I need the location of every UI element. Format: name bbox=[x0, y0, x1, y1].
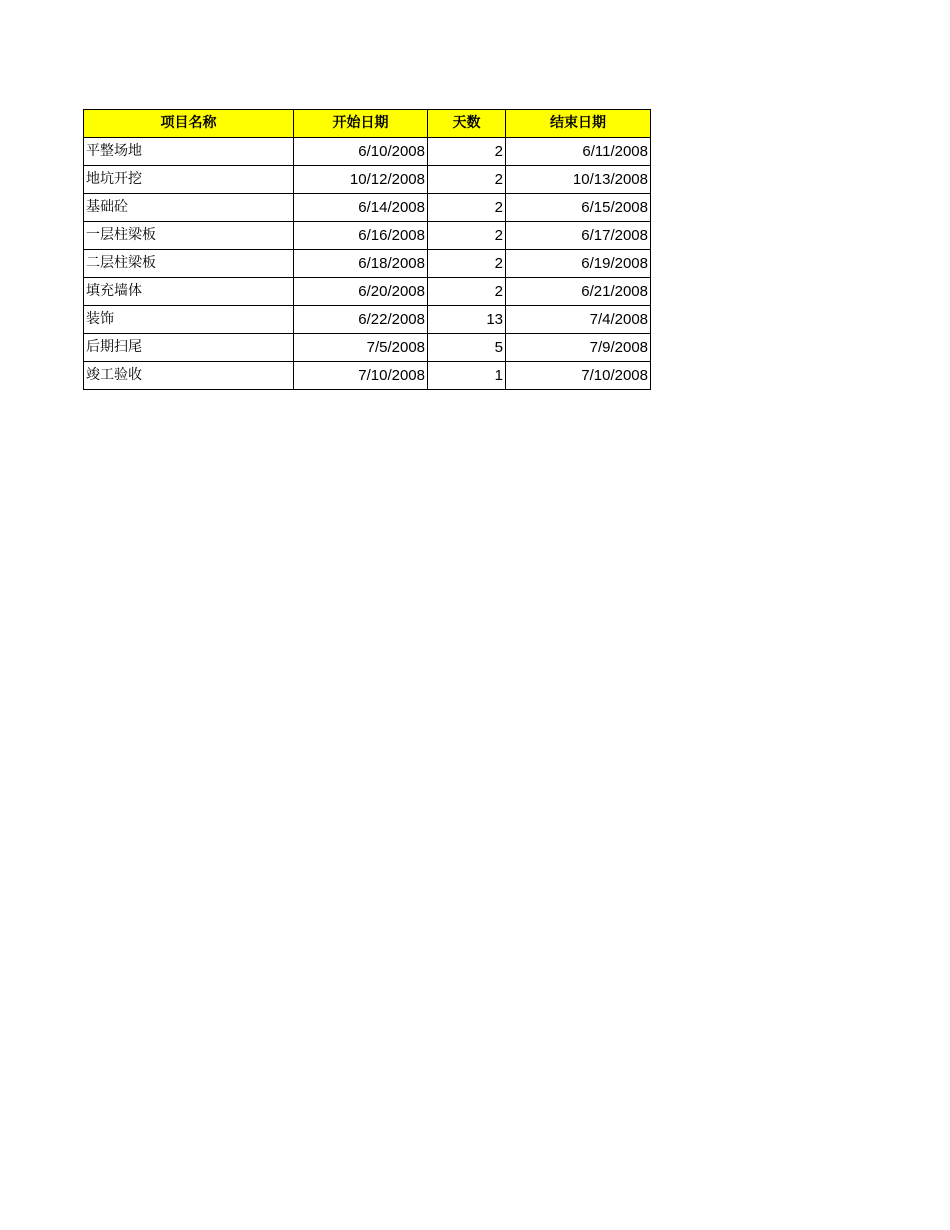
header-days[interactable]: 天数 bbox=[428, 110, 506, 138]
table-row bbox=[84, 250, 651, 278]
table-row bbox=[84, 306, 651, 334]
cell-days[interactable]: 13 bbox=[428, 306, 506, 334]
cell-start-date[interactable]: 6/10/2008 bbox=[294, 138, 428, 166]
cell-days[interactable]: 2 bbox=[428, 222, 506, 250]
cell-end-date[interactable]: 7/10/2008 bbox=[506, 362, 651, 390]
cell-days[interactable]: 5 bbox=[428, 334, 506, 362]
spreadsheet-area bbox=[83, 109, 651, 390]
header-row bbox=[84, 110, 651, 138]
cell-days[interactable]: 2 bbox=[428, 194, 506, 222]
cell-project-name[interactable]: 填充墙体 bbox=[84, 278, 294, 306]
cell-start-date[interactable]: 6/22/2008 bbox=[294, 306, 428, 334]
cell-start-date[interactable]: 6/18/2008 bbox=[294, 250, 428, 278]
cell-start-date[interactable]: 7/10/2008 bbox=[294, 362, 428, 390]
cell-project-name[interactable]: 平整场地 bbox=[84, 138, 294, 166]
cell-end-date[interactable]: 10/13/2008 bbox=[506, 166, 651, 194]
cell-days[interactable]: 1 bbox=[428, 362, 506, 390]
cell-end-date[interactable]: 7/4/2008 bbox=[506, 306, 651, 334]
header-end-date[interactable]: 结束日期 bbox=[506, 110, 651, 138]
cell-project-name[interactable]: 装饰 bbox=[84, 306, 294, 334]
table-row bbox=[84, 362, 651, 390]
cell-start-date[interactable]: 10/12/2008 bbox=[294, 166, 428, 194]
cell-start-date[interactable]: 6/16/2008 bbox=[294, 222, 428, 250]
header-project-name[interactable]: 项目名称 bbox=[84, 110, 294, 138]
cell-end-date[interactable]: 7/9/2008 bbox=[506, 334, 651, 362]
cell-days[interactable]: 2 bbox=[428, 250, 506, 278]
cell-end-date[interactable]: 6/15/2008 bbox=[506, 194, 651, 222]
cell-end-date[interactable]: 6/17/2008 bbox=[506, 222, 651, 250]
table-row bbox=[84, 278, 651, 306]
cell-start-date[interactable]: 6/14/2008 bbox=[294, 194, 428, 222]
cell-days[interactable]: 2 bbox=[428, 138, 506, 166]
cell-project-name[interactable]: 后期扫尾 bbox=[84, 334, 294, 362]
cell-end-date[interactable]: 6/19/2008 bbox=[506, 250, 651, 278]
table-row bbox=[84, 138, 651, 166]
project-schedule-table bbox=[83, 109, 651, 390]
cell-project-name[interactable]: 竣工验收 bbox=[84, 362, 294, 390]
table-row bbox=[84, 334, 651, 362]
cell-end-date[interactable]: 6/11/2008 bbox=[506, 138, 651, 166]
cell-start-date[interactable]: 6/20/2008 bbox=[294, 278, 428, 306]
cell-project-name[interactable]: 基础砼 bbox=[84, 194, 294, 222]
cell-project-name[interactable]: 二层柱梁板 bbox=[84, 250, 294, 278]
cell-start-date[interactable]: 7/5/2008 bbox=[294, 334, 428, 362]
cell-days[interactable]: 2 bbox=[428, 166, 506, 194]
cell-project-name[interactable]: 地坑开挖 bbox=[84, 166, 294, 194]
table-row bbox=[84, 194, 651, 222]
header-start-date[interactable]: 开始日期 bbox=[294, 110, 428, 138]
cell-project-name[interactable]: 一层柱梁板 bbox=[84, 222, 294, 250]
table-row bbox=[84, 222, 651, 250]
table-row bbox=[84, 166, 651, 194]
cell-days[interactable]: 2 bbox=[428, 278, 506, 306]
cell-end-date[interactable]: 6/21/2008 bbox=[506, 278, 651, 306]
